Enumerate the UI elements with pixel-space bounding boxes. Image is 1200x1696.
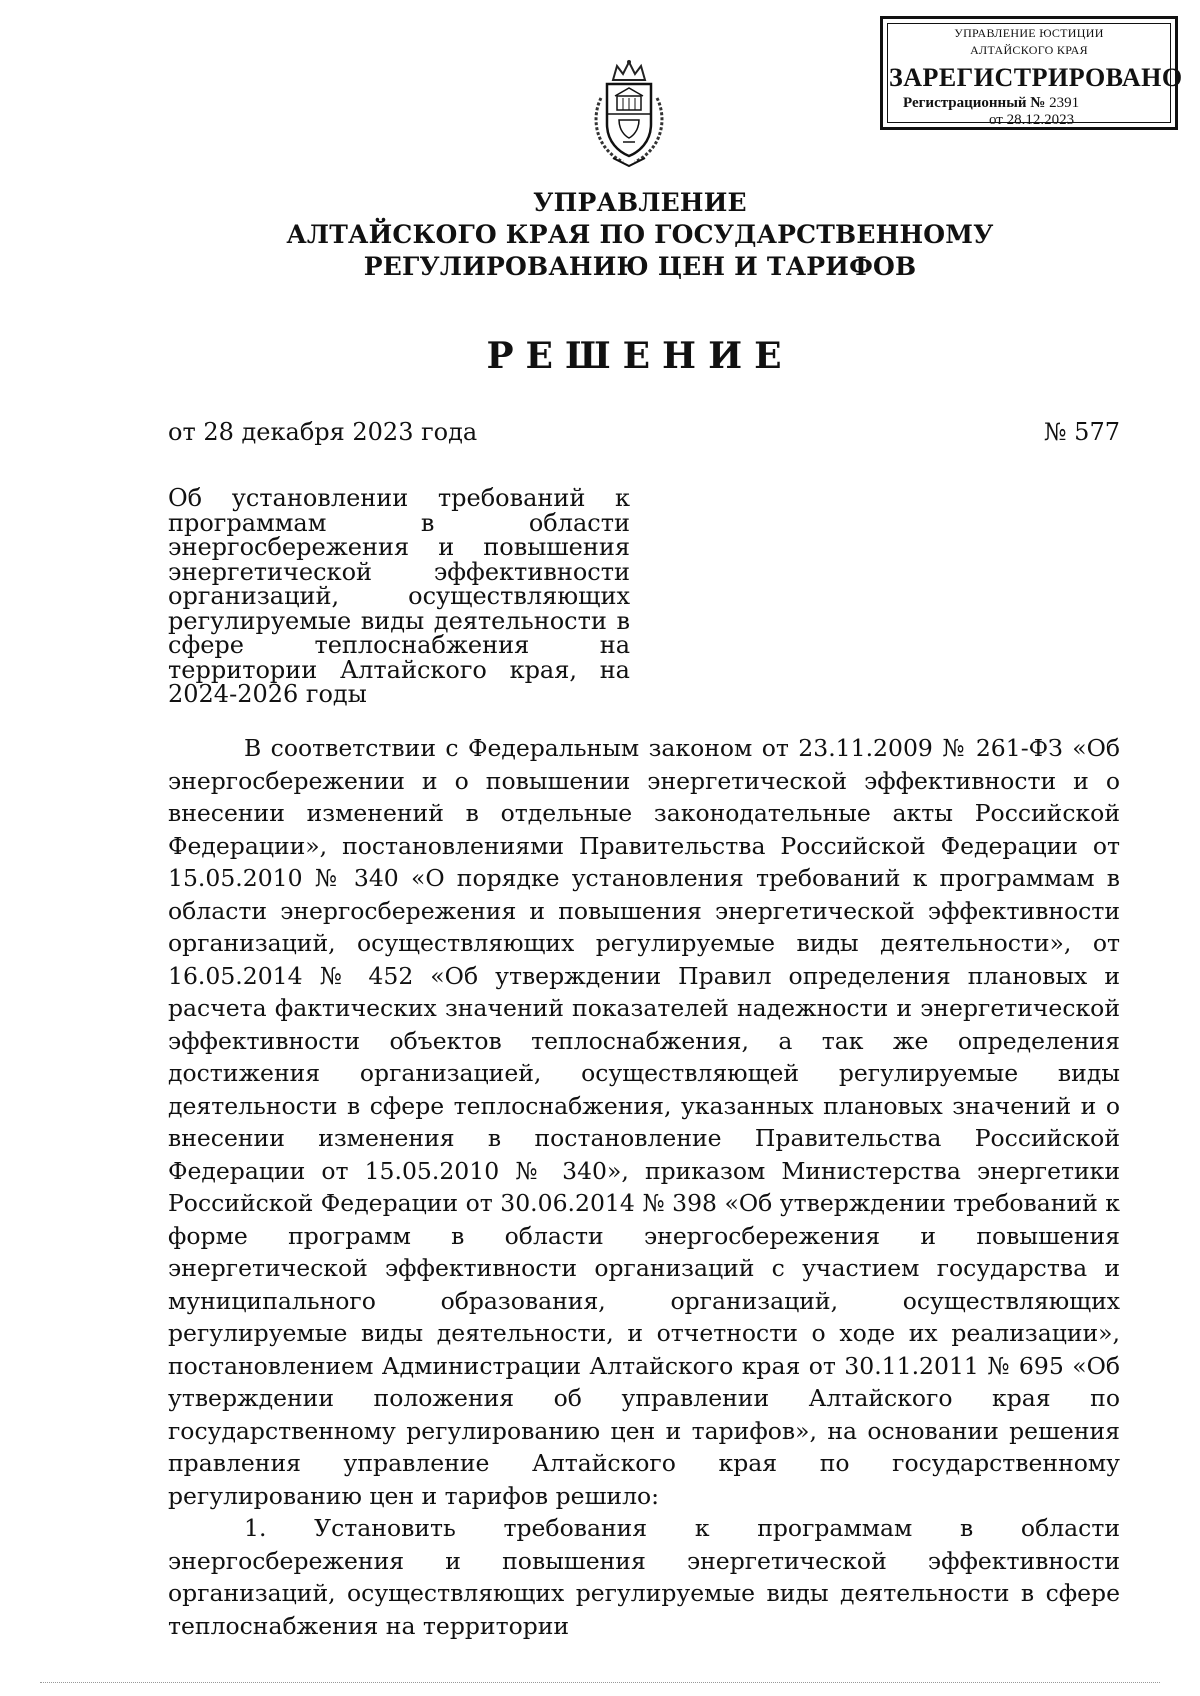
header-line1: УПРАВЛЕНИЕ (533, 188, 747, 217)
stamp-status: ЗАРЕГИСТРИРОВАНО (889, 63, 1183, 92)
authority-header (200, 187, 1080, 283)
document-date: от 28 декабря 2023 года (168, 418, 478, 446)
document-subject: Об установлении требований к программам в области энергосбережения и повышения энергетической эффективности организаций, осуществляющих регулируемые виды деятельности в сфере теплоснабжения на территории Алтайского края, на 2024-2026 годы (168, 484, 630, 708)
document-type-title: РЕШЕНИЕ (486, 335, 794, 377)
stamp-date-label: от (989, 112, 1003, 128)
body-preamble: В соответствии с Федеральным законом от 23.11.2009 № 261-ФЗ «Об энергосбережении и о повышении энергетической эффективности и о внесении изменений в отдельные законодательные акты Российской Федерации», постановлениями Правительства Российской Федерации от 15.05.2010 № 340 «О порядке установления требований к программам в области энергосбережения и повышения энергетической эффективности организаций, осуществляющих регулируемые виды деятельности», от 16.05.2014 № 452 «Об утверждении Правил определения плановых и расчета фактических значений показателей надежности и энергетической эффективности объектов теплоснабжения, а так же определения достижения организацией, осуществляющей регулируемые виды деятельности в сфере теплоснабжения, указанных плановых значений и о внесении изменения в постановление Правительства Российской Федерации от 15.05.2010 № 340», приказом Министерства энергетики Российской Федерации от 30.06.2014 № 398 «Об утверждении требований к форме программ в области энергосбережения и повышения энергетической эффективности организаций с участием государства и муниципального образования, организаций, осуществляющих регулируемые виды деятельности, и отчетности о ходе их реализации», постановлением Администрации Алтайского края от 30.11.2011 № 695 «Об утверждении положения об управлении Алтайского края по государственному регулированию цен и тарифов», на основании решения правления управление Алтайского края по государственному регулированию цен и тарифов решило: (168, 734, 1120, 1510)
stamp-org-line1: УПРАВЛЕНИЕ ЮСТИЦИИ (954, 26, 1104, 40)
document-number: № 577 (1043, 418, 1120, 446)
document-body (168, 732, 1120, 1642)
registration-stamp (880, 16, 1183, 130)
stamp-reg-number-row (889, 95, 1169, 112)
stamp-date-row (889, 112, 1169, 129)
body-item-1: 1. Установить требования к программам в области энергосбережения и повышения энергетической эффективности организаций, осуществляющих регулируемые виды деятельности в сфере теплоснабжения на территории (168, 1514, 1120, 1640)
header-line2: АЛТАЙСКОГО КРАЯ ПО ГОСУДАРСТВЕННОМУ (286, 220, 994, 249)
header-line3: РЕГУЛИРОВАНИЮ ЦЕН И ТАРИФОВ (363, 252, 917, 281)
stamp-date: 28.12.2023 (1006, 112, 1075, 128)
page-bottom-divider (40, 1682, 1160, 1684)
stamp-org-line2: АЛТАЙСКОГО КРАЯ (970, 43, 1088, 57)
stamp-reg-number: 2391 (1049, 95, 1080, 111)
coat-of-arms-icon (583, 58, 675, 170)
stamp-reg-label: Регистрационный № (903, 95, 1046, 111)
